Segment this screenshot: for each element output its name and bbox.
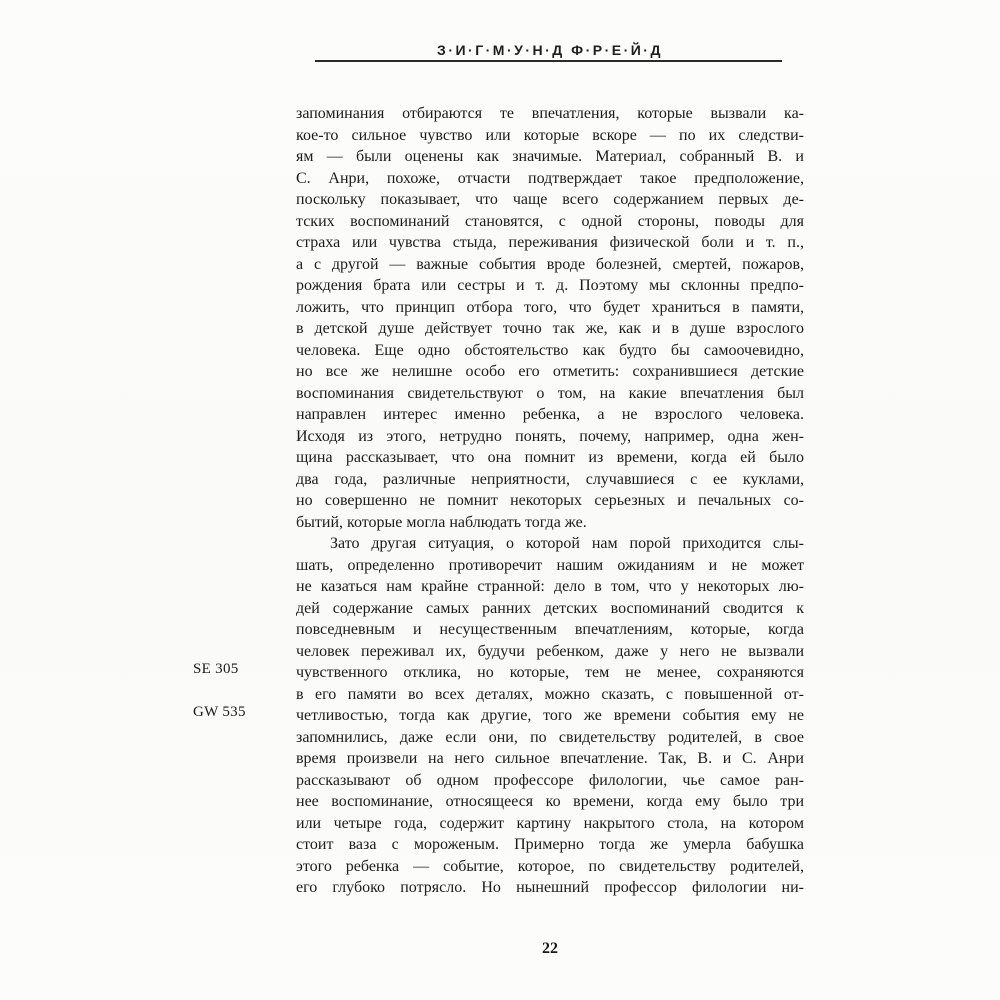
text-line: ложить, что принцип отбора того, что будет храниться в памяти, — [296, 298, 804, 316]
text-line: время произвели на него сильное впечатление. Так, В. и С. Анри — [296, 750, 804, 767]
text-line: стоит ваза с мороженым. Примерно тогда же умерла бабушка — [296, 836, 804, 853]
text-line: шать, определенно противоречит нашим ожиданиям и не может — [296, 556, 804, 574]
text-line: щина рассказывает, что она помнит из времени, когда ей было — [296, 449, 804, 466]
text-line: Зато другая ситуация, о которой нам порой приходится слы- — [330, 535, 804, 552]
text-line: этого ребенка — событие, которое, по свидетельству родителей, — [296, 857, 804, 875]
text-line: бытий, которые могла наблюдать тогда же. — [296, 513, 587, 531]
body-text — [296, 103, 804, 899]
page-number: 22 — [542, 940, 558, 957]
text-line: но все же нелишне особо его отметить: сохранившиеся детские — [296, 363, 804, 380]
text-line: человек переживал их, будучи ребенком, даже у него не вызвали — [296, 642, 804, 660]
text-line: ям — были оценены как значимые. Материал, собранный В. и — [296, 148, 804, 165]
text-line: Исходя из этого, нетрудно понять, почему, например, одна жен- — [296, 427, 804, 445]
text-line: человека. Еще одно обстоятельство как будто бы самоочевидно, — [296, 341, 804, 359]
text-line: направлен интерес именно ребенка, а не взрослого человека. — [296, 406, 804, 423]
text-line: два года, различные неприятности, случавшиеся с ее куклами, — [296, 470, 804, 488]
text-line: а с другой — важные события вроде болезней, смертей, пожаров, — [296, 255, 804, 273]
text-line: запоминания отбираются те впечатления, которые вызвали ка- — [296, 105, 804, 122]
text-line: кое-то сильное чувство или которые вскоре — по их следстви- — [296, 126, 804, 144]
text-line: в его памяти во всех деталях, можно сказать, с повышенной от- — [296, 685, 804, 703]
text-line: или четыре года, содержит картину накрытого стола, на котором — [296, 814, 804, 832]
text-line: дей содержание самых ранних детских воспоминаний сводится к — [296, 599, 804, 617]
text-line: тских воспоминаний становятся, с одной стороны, поводы для — [296, 212, 804, 230]
text-line: не казаться нам крайне странной: дело в том, что у некоторых лю- — [296, 578, 804, 595]
text-line: в детской душе действует точно так же, как и в душе взрослого — [296, 320, 804, 337]
header-rule — [315, 60, 782, 62]
text-line: его глубоко потрясло. Но нынешний профессор филологии ни- — [296, 879, 804, 896]
text-line: рождения брата или сестры и т. д. Поэтому мы склонны предпо- — [296, 277, 804, 294]
text-line: повседневным и несущественным впечатлениям, которые, когда — [296, 621, 804, 638]
text-line: воспоминания свидетельствуют о том, на какие впечатления был — [296, 384, 804, 402]
text-line: но совершенно не помнит некоторых серьезных и печальных со- — [296, 492, 804, 509]
text-line: четливостью, тогда как другие, того же времени события ему не — [296, 707, 804, 724]
text-line: нее воспоминание, относящееся ко времени, когда ему было три — [296, 793, 804, 810]
text-line: рассказывают об одном профессоре филологии, чье самое ран- — [296, 771, 804, 789]
text-line: С. Анри, похоже, отчасти подтверждает такое предположение, — [296, 169, 804, 187]
text-line: страха или чувства стыда, переживания физической боли и т. п., — [296, 234, 804, 251]
margin-note-gw: GW 535 — [193, 704, 246, 720]
text-line: поскольку показывает, что чаще всего содержанием первых де- — [296, 191, 804, 208]
running-head-title: З·И·Г·М·У·Н·Д Ф·Р·Е·Й·Д — [437, 42, 663, 58]
text-line: запомнились, даже если они, по свидетельству родителей, в свое — [296, 728, 804, 746]
text-line: чувственного отклика, но которые, тем не менее, сохраняются — [296, 664, 804, 681]
margin-note-se: SE 305 — [193, 661, 239, 677]
